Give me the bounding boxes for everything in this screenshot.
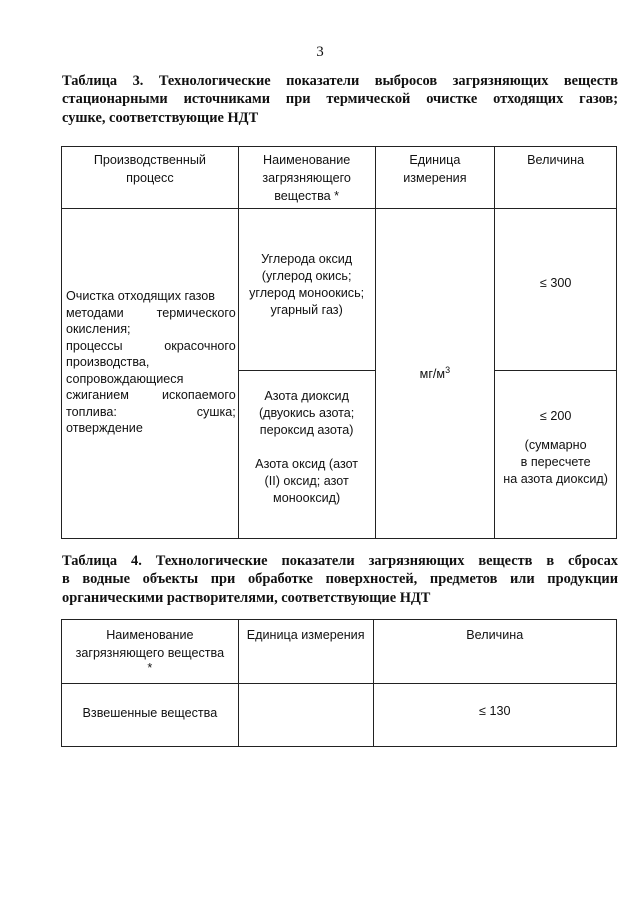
substance-line: (углерод окись; [261, 269, 352, 283]
value-line: (суммарно [524, 438, 587, 452]
process-line: сопровождающиеся [66, 371, 184, 386]
table4-header-row [62, 620, 617, 684]
process-line: Очистка отходящих газов [66, 289, 215, 303]
process-line: окисления; [66, 322, 131, 336]
caption-line: Таблица 3. Технологические показатели выбросов загрязняющих веществ [62, 73, 618, 89]
unit-superscript: 3 [445, 365, 451, 376]
substance-line: угарный газ) [270, 303, 343, 317]
unit-cell [238, 684, 373, 747]
substance-line: (II) оксид; азот [264, 474, 349, 488]
header-value [373, 620, 616, 684]
value-line: в пересчете [520, 455, 591, 469]
value-cell [495, 209, 617, 371]
header-text: измерения [403, 171, 467, 185]
table3-caption [62, 72, 618, 127]
value-line: ≤ 300 [539, 276, 572, 290]
value-cell [373, 684, 616, 747]
substance-cell [238, 371, 375, 539]
value-line: ≤ 200 [539, 409, 572, 423]
table-row [62, 684, 617, 747]
caption-line: Таблица 4. Технологические показатели загрязняющих веществ в сбросах [62, 553, 618, 569]
substance-line: Азота диоксид [264, 389, 349, 403]
table3 [61, 146, 617, 539]
header-text: Единица измерения [246, 628, 365, 642]
process-line: методами термического [66, 305, 236, 320]
process-line: производства, [66, 355, 150, 369]
table4 [61, 619, 617, 747]
substance-line: монооксид) [273, 491, 341, 505]
table-row [62, 209, 617, 371]
table3-header-row [62, 147, 617, 209]
header-value [495, 147, 617, 209]
substance-cell [238, 209, 375, 371]
substance-cell [62, 684, 239, 747]
header-text: Наименование [262, 153, 351, 167]
header-text: * [147, 661, 153, 675]
header-text: Величина [527, 153, 585, 167]
caption-line: органическими растворителями, соответствующие НДТ [62, 589, 431, 606]
substance-line: углерод моноокись; [249, 286, 365, 300]
value-line: на азота диоксид) [503, 472, 608, 486]
substance-line: Азота оксид (азот [255, 457, 359, 471]
header-text: Наименование [106, 628, 194, 642]
process-line: сжиганием ископаемого [66, 388, 236, 402]
header-text: Единица [409, 153, 461, 167]
header-text: загрязняющего [262, 171, 351, 185]
unit-cell [375, 209, 495, 539]
header-text: загрязняющего вещества [75, 646, 225, 660]
substance-line: пероксид азота) [259, 423, 354, 437]
header-text: процесс [126, 171, 174, 185]
header-unit [238, 620, 373, 684]
substance-line: Углерода оксид [261, 252, 353, 266]
value-line [495, 425, 616, 437]
process-line: топлива: сушка; [66, 404, 236, 419]
value-text: ≤ 130 [479, 704, 511, 718]
caption-line: сушке, соответствующие НДТ [62, 109, 259, 126]
process-line: процессы окрасочного [66, 338, 236, 353]
header-substance [62, 620, 239, 684]
caption-line: в водные объекты при обработке поверхностей, предметов или продукции [62, 571, 618, 588]
substance-line: (двуокись азота; [258, 406, 355, 420]
caption-line: стационарными источниками при термической очистке отходящих газов; [62, 91, 618, 108]
value-cell [495, 371, 617, 539]
header-text: Производственный [93, 153, 206, 167]
header-text: вещества * [274, 189, 340, 203]
process-line: отверждение [66, 421, 143, 435]
substance-text: Взвешенные вещества [82, 706, 218, 720]
header-text: Величина [466, 628, 524, 642]
process-cell [62, 209, 239, 539]
header-substance [238, 147, 375, 209]
page-number: 3 [316, 44, 324, 60]
substance-line [239, 439, 375, 456]
table4-caption [62, 552, 618, 607]
header-process [62, 147, 239, 209]
unit-text: мг/м [419, 367, 446, 382]
header-unit [375, 147, 495, 209]
